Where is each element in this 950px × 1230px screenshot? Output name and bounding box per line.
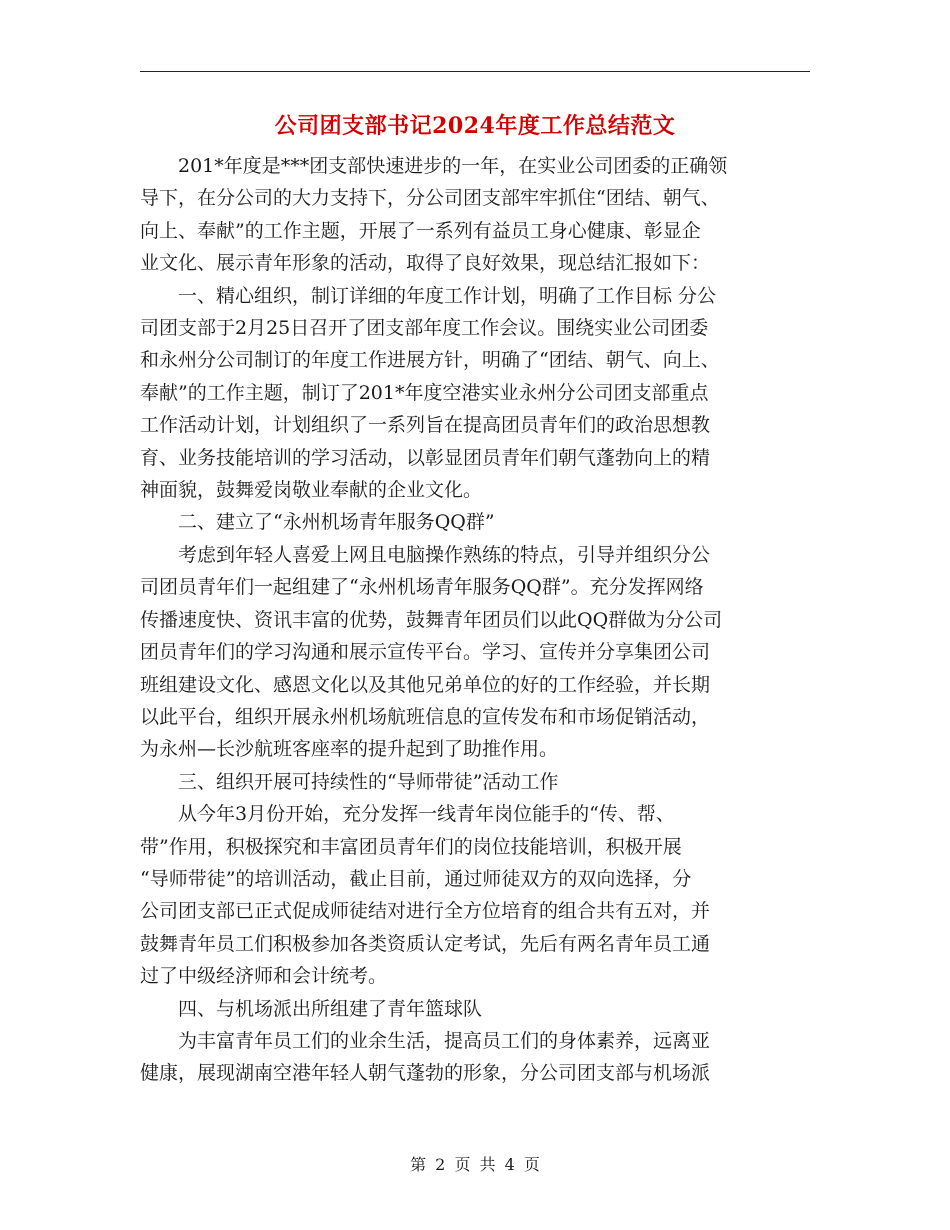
paragraph-section-3: 从今年3月份开始，充分发挥一线青年岗位能手的“传、帮、 带”作用，积极探究和丰富团员青年们的岗位技能培训，积极开展 “导师带徒”的培训活动，截止目前，通过师徒双方的双向选择，分 公司团支部已正式促成师徒结对进行全方位培育的组合共有五对，并 鼓舞青年员工们积极参加各类资质认定考试，先后有两名青年员工通 过了中级经济师和会计统考。 bbox=[140, 803, 711, 988]
paragraph-intro: 201*年度是***团支部快速进步的一年，在实业公司团委的正确领 导下，在分公司的大力支持下，分公司团支部牢牢抓住“团结、朝气、 向上、奉献”的工作主题，开展了一系列有益员工身心健康、彰显企 业文化、展示青年形象的活动，取得了良好效果，现总结汇报如下： bbox=[140, 155, 728, 275]
paragraph-section-4: 为丰富青年员工们的业余生活，提高员工们的身体素养，远离亚 健康，展现湖南空港年轻人朝气蓬勃的形象，分公司团支部与机场派 bbox=[140, 1029, 711, 1085]
heading-section-3: 三、组织开展可持续性的“导师带徒”活动工作 bbox=[178, 770, 559, 793]
document-title: 公司团支部书记2024年度工作总结范文 bbox=[274, 113, 676, 139]
header-rule bbox=[140, 71, 810, 72]
paragraph-section-1: 一、精心组织，制订详细的年度工作计划，明确了工作目标 分公 司团支部于2月25日召开了团支部年度工作会议。围绕实业公司团委 和永州分公司制订的年度工作进展方针，明确了“团结、朝气、向上、 奉献”的工作主题，制订了201*年度空港实业永州分公司团支部重点 工作活动计划，计划组织了一系列旨在提高团员青年们的政治思想教 育、业务技能培训的学习活动，以彰显团员青年们朝气蓬勃向上的精 神面貌，鼓舞爱岗敬业奉献的企业文化。 bbox=[140, 284, 720, 502]
document-body bbox=[140, 150, 808, 1090]
page-number: 第 2 页 共 4 页 bbox=[410, 1155, 540, 1174]
heading-section-4: 四、与机场派出所组建了青年篮球队 bbox=[178, 997, 483, 1020]
paragraph-section-2: 考虑到年轻人喜爱上网且电脑操作熟练的特点，引导并组织分公 司团员青年们一起组建了“永州机场青年服务QQ群”。充分发挥网络 传播速度快、资讯丰富的优势，鼓舞青年团员们以此QQ群做为分公司 团员青年们的学习沟通和展示宣传平台。学习、宣传并分享集团公司 班组建设文化、感恩文化以及其他兄弟单位的好的工作经验，并长期 以此平台，组织开展永州机场航班信息的宣传发布和市场促销活动， 为永州—长沙航班客座率的提升起到了助推作用。 bbox=[140, 543, 723, 761]
heading-section-2: 二、建立了“永州机场青年服务QQ群” bbox=[178, 511, 495, 534]
